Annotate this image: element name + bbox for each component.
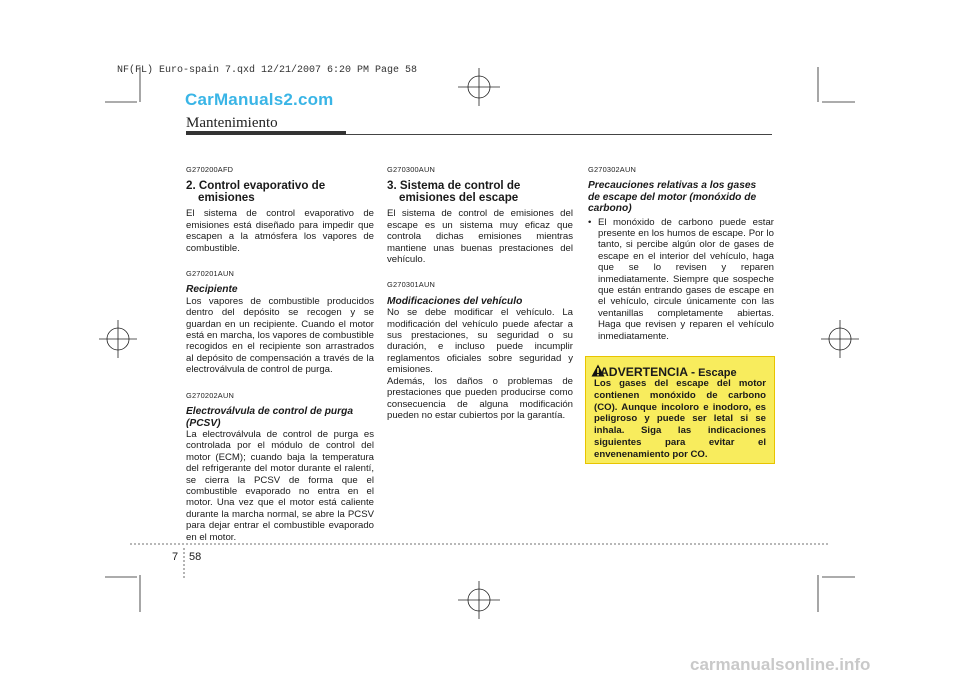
subheading — [186, 406, 374, 429]
header-rule-accent — [186, 131, 346, 135]
heading-line: emisiones — [198, 191, 255, 205]
watermark-top[interactable]: CarManuals2.com — [185, 90, 334, 109]
section-heading — [186, 180, 374, 204]
chapter-number: 7 — [172, 551, 179, 563]
section-code: G270302AUN — [588, 165, 637, 174]
page-number: 58 — [189, 551, 202, 563]
heading-line: 3. Sistema de control de — [387, 179, 521, 193]
list-item-text: El monóxido de carbono puede estar presente en los humos de escape. Por lo tanto, si percibe algún olor de gases de escape en el interior del vehículo, haga que se lo revisen y reparen inmediatamente. Siempre que sospeche que están entrando gases de escape en el vehículo, circule únicamente con las ventanillas completamente abiertas. Haga que revisen y reparen el vehículo inmediatamente. — [598, 216, 774, 342]
bullet-marker: • — [588, 216, 592, 228]
watermark-bottom[interactable]: carmanualsonline.info — [690, 655, 871, 674]
section-code: G270202AUN — [186, 390, 235, 400]
warning-title-suffix: Escape — [695, 367, 737, 379]
subheading-line: Precauciones relativas a los gases — [588, 180, 757, 192]
warning-title-main: ADVERTENCIA - — [600, 365, 696, 379]
section-code: G270301AUN — [387, 280, 436, 290]
warning-body: Los gases del escape del motor contienen monóxido de carbono (CO). Aunque incoloro e inodoro, es peligroso y puede ser letal si se inhala. Siga las indicaciones siguientes para evitar el envenenamiento por CO. — [594, 378, 766, 460]
subheading: Modificaciones del vehículo — [387, 295, 523, 307]
print-header: NF(FL) Euro-spain 7.qxd 12/21/2007 6:20 PM Page 58 — [117, 65, 418, 76]
column-1 — [186, 164, 374, 543]
column-3 — [588, 164, 774, 342]
registration-mark-right — [821, 320, 859, 358]
column-2 — [387, 164, 573, 421]
registration-mark-left — [99, 320, 137, 358]
section-code: G270300AUN — [387, 165, 436, 174]
subheading — [588, 180, 774, 214]
subheading-line: carbono) — [588, 203, 632, 215]
subheading-line: Electroválvula de control de purga — [186, 406, 354, 418]
section-code: G270200AFD — [186, 165, 234, 174]
paragraph: Los vapores de combustible producidos dentro del depósito se recogen y se guardan en un recipiente. Cuando el motor está en marcha, los vapores de combustible recogidos en el recipiente son arrastrados al depósito de compensación a través de la electroválvula de control de purga. — [186, 295, 374, 376]
footer-dashed-rule — [130, 544, 830, 578]
subheading-line: de escape del motor (monóxido de — [588, 191, 757, 203]
section-heading — [387, 180, 573, 204]
heading-line: 2. Control evaporativo de — [186, 179, 326, 193]
section-title: Mantenimiento — [186, 115, 278, 131]
registration-mark-top — [458, 68, 500, 106]
section-code: G270201AUN — [186, 269, 235, 279]
subheading-line: (PCSV) — [186, 417, 221, 429]
list-item — [588, 217, 774, 342]
registration-mark-bottom — [458, 581, 500, 619]
paragraph: No se debe modificar el vehículo. La modificación del vehículo puede afectar a sus prestaciones, su seguridad o su duración, e incluso puede incumplir reglamentos oficiales sobre seguridad y emisiones. — [387, 307, 573, 376]
warning-box — [585, 356, 775, 464]
paragraph: La electroválvula de control de purga es controlada por el módulo de control del motor (ECM); cuando baja la temperatura del refrigerante del motor durante el ralentí, se cierra la PCSV de forma que el combustible evaporado no entra en el motor. Una vez que el motor está caliente durante la marcha normal, se abre la PCSV para dejar entrar el combustible evaporado en el motor. — [186, 428, 374, 543]
paragraph: El sistema de control evaporativo de emisiones está diseñado para impedir que escapen a la atmósfera los vapores de combustible. — [186, 208, 374, 254]
subheading: Recipiente — [186, 284, 238, 296]
warning-title — [600, 365, 737, 379]
heading-line: emisiones del escape — [399, 191, 519, 205]
paragraph: El sistema de control de emisiones del escape es un sistema muy eficaz que controla dichas emisiones mientras mantiene unas buenas prestaciones del vehículo. — [387, 208, 573, 266]
paragraph: Además, los daños o problemas de prestaciones que pueden producirse como consecuencia de alguna modificación pueden no estar cubiertos por la garantía. — [387, 375, 573, 421]
